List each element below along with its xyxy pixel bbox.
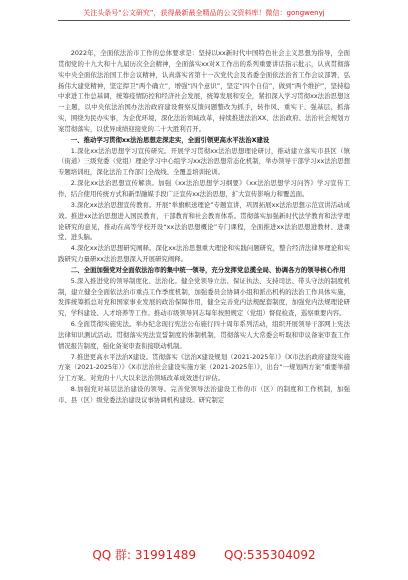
list-item-2: 2.深化xx法治思想宣传解读。加强《xx法治思想学习纲要》《xx法治思想学习问答》学习宣传工作，结合使用传统方式和新型融媒手段广泛宣传xx法治思想，扩大宣传影响力和覆盖面。 [58, 179, 350, 198]
header-divider [58, 20, 350, 21]
qq-number-contact: QQ:535304092 [224, 548, 316, 562]
list-item-8: 8.加强党对基层法治建设的领导。完善党领导法治建设工作的市（区）的制度和工作机制，加强市、县（区）级党委法治建设议事协调机构建设。研究制定 [58, 385, 350, 404]
list-item-3: 3.深化xx法治思想宣传教育。开展“举旗帜送理论”专题宣讲，巩固拓展xx法治思想示范宣讲活动成效。推进xx法治思想进入国民教育，干部教育和社会教育体系。贯彻落实加强新时代法学教育和法学理论研究的意见，推动在高等学校开设“xx法治思想概论”专门课程，全面推进xx法治思想进教材、进课堂、进头脑。 [58, 200, 350, 242]
list-item-5: 5.深入推进党的领导制度化、法治化。健全党领导立法、保证执法、支持司法、带头守法的制度机制，建立健全全面依法治市重点工作季度机制，加强委员会协调小组和派出机构的法治工作具体实施，发挥统筹抓总对党和国家事业发展的政治保障作用，健全完善党内法规配套制度，加强党内法规理论研究，学科建设、人才培养等工作。推动市级领导同志每年按照规定（党组）督促检查，巡察重要内容。 [58, 276, 350, 318]
contact-footer [0, 546, 408, 563]
section-heading-2: 二、全面加强党对全面依法治市的集中统一领导，充分发挥党总揽全局、协调各方的领导核心作用 [70, 265, 346, 274]
document-body [58, 48, 350, 406]
top-banner: 关注头条号“公文研究”，获得最新最全精品的公文资料库！微信：gongwenyj [83, 9, 325, 17]
list-item-4: 4.深化xx法治思想研究阐释。深化xx法治思想重大理论和实践问题研究，整合经济法律界理论和实践研究力量研xx法治思想深入开展研究阐释。 [58, 244, 350, 264]
qq-group-contact: QQ 群: 31991489 [92, 548, 196, 562]
list-item-6: 6.全面贯彻实施宪法。举办纪念现行宪法公布施行四十周年系列活动，组织开展领导干部网上宪法法律知识测试活动。贯彻落实宪法宣誓制度的体制机制，贯彻落实人大常委会听取和审议备案审查工作情况报告制度，强化备案审查衔接联动机制。 [58, 320, 350, 350]
list-item-7: 7.推进更高水平法治X建设。贯彻落实《法治X建设规划（2021-2025年）》《X市法治政府建设实施方案（2021-2025年）》《X市法治社会建设实施方案（2021-2025年）》，出台“一规划两方案”重要举措分工方案。对党的十八大以来法治领域改革成效进行评估。 [58, 352, 350, 383]
list-item-1: 1.深化xx法治思想学习宣传研究。开展学习贯彻xx法治思想理论研讨，推动建立落实市县区（镇（街道）三级党委（党组）理论学习中心组学习xx法治思想常态化机制，举办领导干部学习xx法治思想专题培训班，深化法治工作部门全战线、全覆盖培训轮训。 [58, 146, 350, 177]
intro-paragraph: 2022年，全面依法治市工作的总体要求是：坚持以xx新时代中国特色社会主义思想为指导，全面贯彻党的十九大和十九届历次全会精神，全面落实xx对X工作出的系列重要讲话指示批示，认真贯彻落实中央全面依法治国工作会议精神，认真落实省第十一次党代会及省委全面依法治省工作会议部署，弘扬伟大建党精神，坚定捍卫“两个确立”，增强“四个意识”，坚定“四个自信”，做到“两个维护”，坚持稳中求进工作总基调，统筹疫情防控和经济社会发展，统筹发展和安全，紧扣深入学习贯彻xx法治思想这一主题，以中央依法治国办法治政府建设督察反馈问题整改为抓手，转作风、重实干、强基层、抓落实，围绕为民办实事，为企优环境，深化法治领域改革，持续推进法治XX、法治政府、法治社会规划方案贯彻落实，以优异成绩迎接党的二十大胜利召开。 [58, 49, 350, 133]
section-heading-1: 一、推动学习贯彻xx法治思想走深走实，全面引领更高水平法治X建设 [70, 135, 270, 144]
